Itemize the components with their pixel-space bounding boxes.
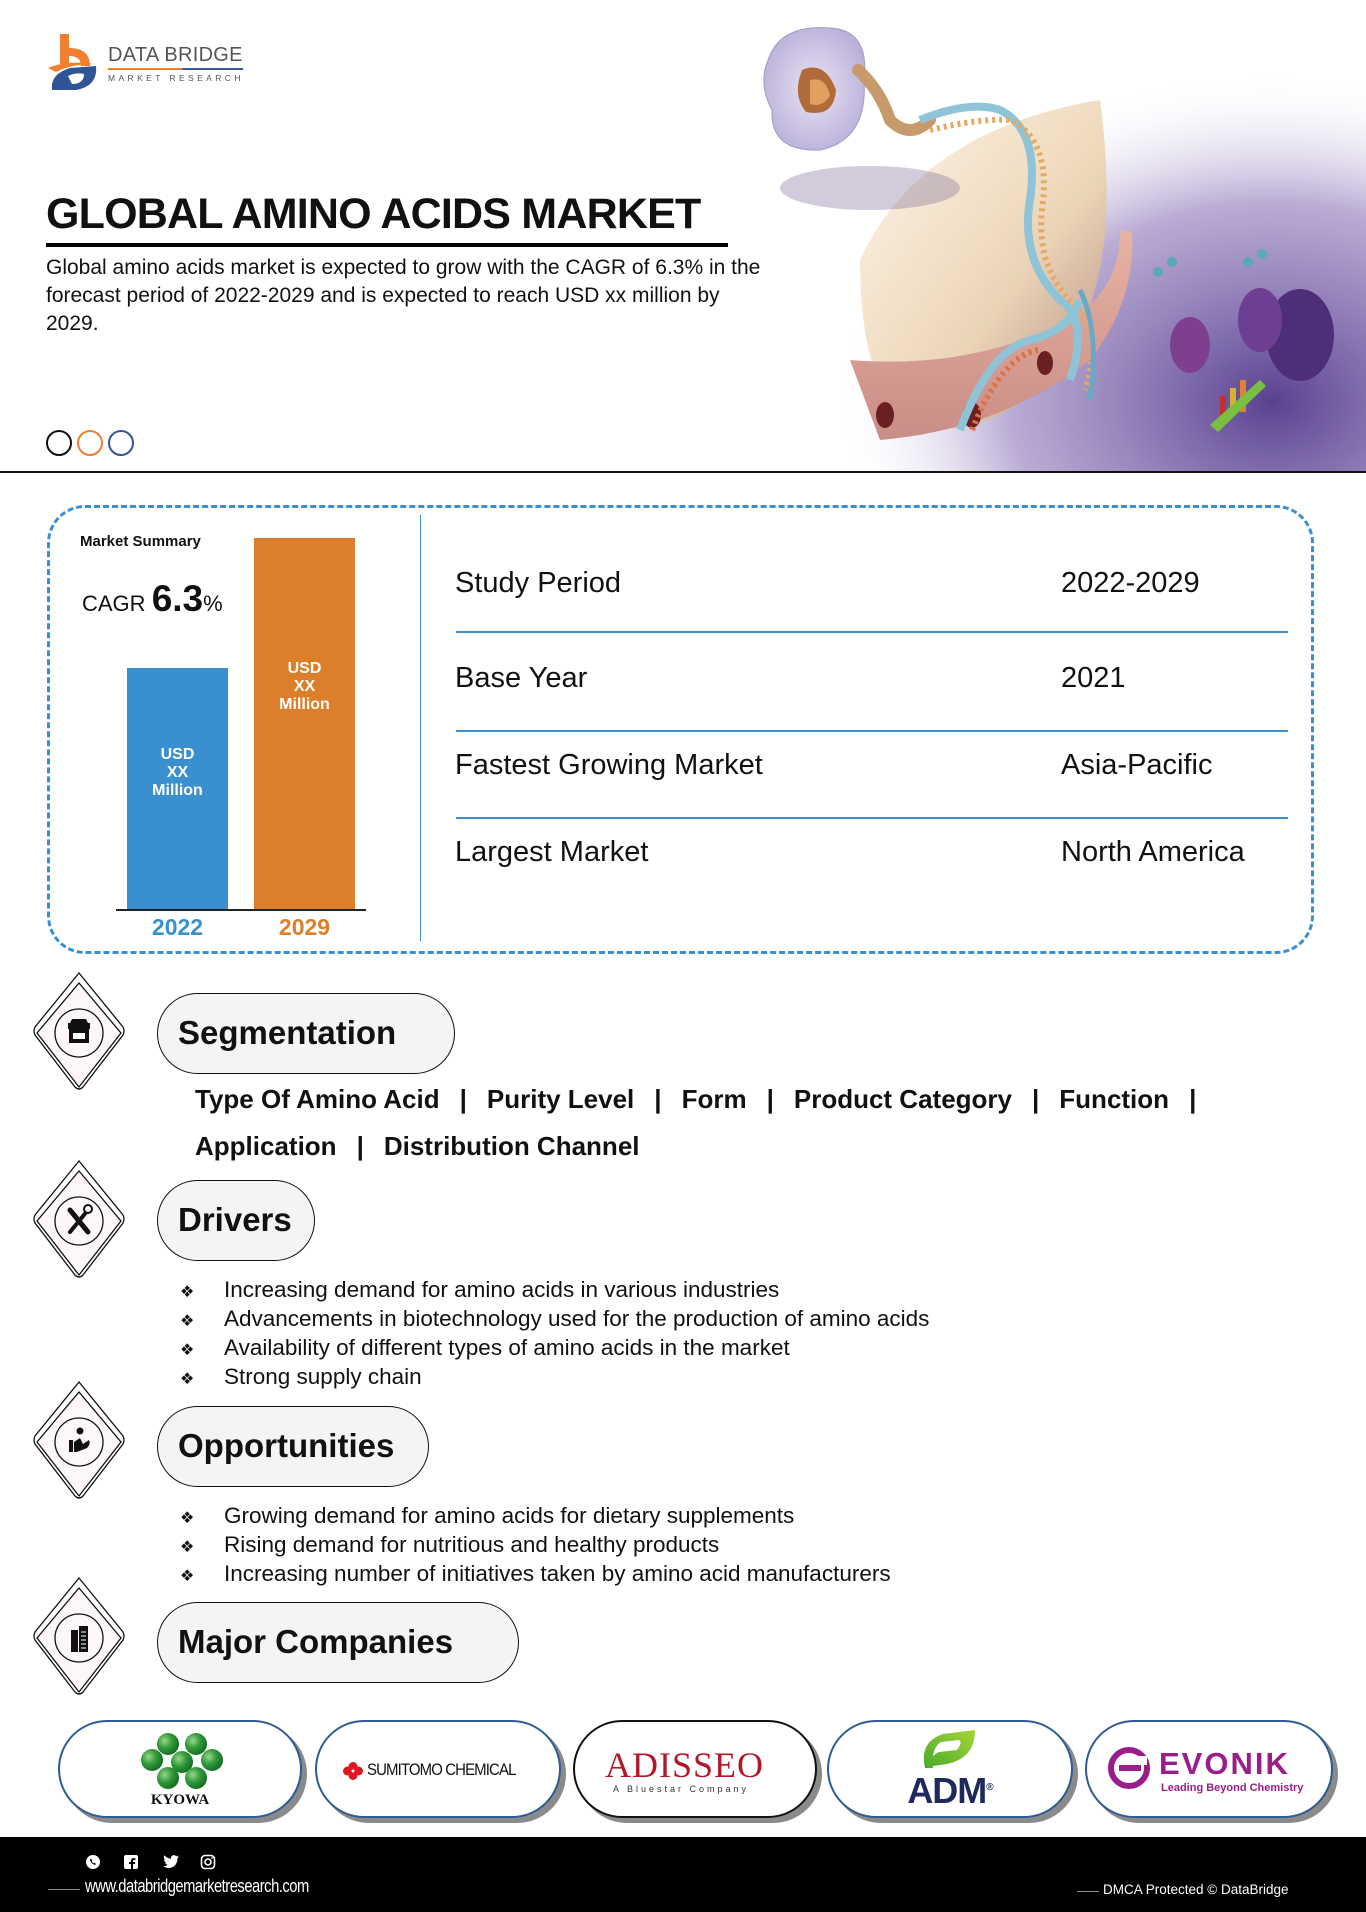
study-period-value: 2022-2029 — [1061, 567, 1200, 599]
segmentation-heading: Segmentation — [157, 993, 455, 1074]
segmentation-badge — [33, 971, 125, 1091]
segment-separator: | — [1189, 1084, 1197, 1114]
opportunities-badge — [33, 1380, 125, 1500]
opportunity-text: Increasing number of initiatives taken by amino acid manufacturers — [224, 1561, 891, 1586]
list-item — [180, 1275, 929, 1304]
bar-2022-label-l2: XX — [166, 764, 189, 781]
circle-orange-icon — [77, 430, 103, 456]
evonik-tagline: Leading Beyond Chemistry — [1161, 1782, 1304, 1794]
segment-separator: | — [654, 1084, 662, 1114]
segment-item: Type Of Amino Acid — [195, 1084, 440, 1114]
fastest-growing-market-label: Fastest Growing Market — [455, 749, 763, 781]
driver-text: Advancements in biotechnology used for the production of amino acids — [224, 1306, 930, 1331]
segment-item: Application — [195, 1131, 337, 1161]
sumitomo-wordmark: SUMITOMO CHEMICAL — [367, 1760, 516, 1779]
website-link[interactable]: www.databridgemarketresearch.com — [85, 1876, 309, 1896]
instagram-icon[interactable] — [200, 1854, 234, 1875]
twitter-icon[interactable] — [162, 1854, 196, 1875]
list-item — [180, 1559, 891, 1588]
list-item — [180, 1333, 929, 1362]
list-item — [180, 1362, 929, 1391]
base-year-value: 2021 — [1061, 662, 1126, 694]
segment-item: Distribution Channel — [383, 1131, 640, 1161]
summary-divider — [420, 515, 421, 941]
drivers-badge — [33, 1159, 125, 1279]
evonik-mark-icon — [1107, 1746, 1151, 1790]
adm-registered-mark: ® — [986, 1782, 993, 1793]
opportunity-text: Growing demand for amino acids for dietary supplements — [224, 1503, 795, 1528]
bullet-diamond-icon: ❖ — [180, 1284, 195, 1301]
drivers-heading: Drivers — [157, 1180, 315, 1261]
page-title: GLOBAL AMINO ACIDS MARKET — [46, 190, 701, 238]
year-label-2029: 2029 — [278, 914, 331, 940]
company-logo-adm[interactable] — [827, 1720, 1073, 1818]
bar-2029-label-l3: Million — [279, 696, 330, 713]
list-item — [180, 1304, 929, 1333]
title-underline — [46, 243, 728, 247]
study-period-label: Study Period — [455, 567, 622, 599]
major-companies-heading: Major Companies — [157, 1602, 519, 1683]
bullet-diamond-icon: ❖ — [180, 1539, 195, 1556]
evonik-wordmark: EVONIK — [1159, 1746, 1290, 1781]
brand-tagline: MARKET RESEARCH — [108, 73, 244, 83]
cagr-value: 6.3 — [151, 578, 204, 619]
bar-2029 — [254, 538, 355, 909]
company-logo-evonik[interactable] — [1085, 1720, 1333, 1818]
company-logo-sumitomo[interactable] — [315, 1720, 561, 1818]
segment-separator: | — [766, 1084, 774, 1114]
list-item — [180, 1501, 891, 1530]
opportunity-text: Rising demand for nutritious and healthy products — [224, 1532, 720, 1557]
fastest-growing-market-value: Asia-Pacific — [1061, 749, 1213, 781]
header-divider — [0, 471, 1366, 473]
sumitomo-mark-icon — [343, 1762, 363, 1780]
storefront-icon — [68, 1019, 90, 1043]
adisseo-subtitle: A Bluestar Company — [613, 1784, 750, 1794]
cagr-label: CAGR — [82, 591, 146, 616]
base-year-label: Base Year — [455, 662, 588, 694]
adm-leaf-icon — [917, 1728, 977, 1770]
dmca-notice: DMCA Protected © DataBridge — [1103, 1882, 1289, 1897]
bullet-diamond-icon: ❖ — [180, 1371, 195, 1388]
segmentation-list-row1 — [195, 1084, 1216, 1115]
bar-2022 — [127, 668, 228, 909]
company-logo-adisseo[interactable] — [573, 1720, 817, 1818]
opportunities-list — [180, 1501, 891, 1588]
market-summary-label: Market Summary — [80, 533, 201, 550]
opportunities-heading: Opportunities — [157, 1406, 429, 1487]
chart-baseline — [116, 909, 366, 911]
largest-market-value: North America — [1061, 836, 1245, 868]
bar-2029-label-l1: USD — [287, 660, 322, 677]
bullet-diamond-icon: ❖ — [180, 1568, 195, 1585]
drivers-list — [180, 1275, 929, 1391]
driver-text: Increasing demand for amino acids in various industries — [224, 1277, 780, 1302]
driver-text: Availability of different types of amino acids in the market — [224, 1335, 790, 1360]
bar-2022-label-l1: USD — [160, 746, 195, 763]
facebook-icon[interactable] — [123, 1854, 157, 1875]
segment-item: Function — [1059, 1084, 1170, 1114]
brand-name: DATA BRIDGE — [108, 44, 243, 70]
segment-separator: | — [459, 1084, 467, 1114]
brand-logo[interactable] — [46, 34, 266, 94]
bullet-diamond-icon: ❖ — [180, 1510, 195, 1527]
kyowa-spheres-icon — [132, 1730, 232, 1792]
circle-black-icon — [46, 430, 72, 456]
kyowa-wordmark: KYOWA — [150, 1792, 210, 1808]
segment-separator: | — [356, 1131, 364, 1161]
cagr-readout — [82, 578, 223, 620]
adm-wordmark — [829, 1770, 1071, 1812]
bar-2022-label-l3: Million — [152, 782, 203, 799]
segment-item: Purity Level — [486, 1084, 635, 1114]
row-divider — [456, 631, 1288, 633]
adisseo-wordmark: ADISSEO — [605, 1745, 765, 1785]
row-divider — [456, 730, 1288, 732]
whatsapp-icon[interactable] — [85, 1854, 119, 1875]
market-description: Global amino acids market is expected to grow with the CAGR of 6.3% in the forecast period of 2022-2029 and is expected to reach USD xx million by 2029. — [46, 256, 761, 335]
cagr-unit: % — [203, 591, 223, 616]
footer-rule-right — [1077, 1891, 1099, 1892]
social-links — [85, 1854, 234, 1875]
row-divider — [456, 817, 1288, 819]
largest-market-label: Largest Market — [455, 836, 649, 868]
bullet-diamond-icon: ❖ — [180, 1313, 195, 1330]
driver-text: Strong supply chain — [224, 1364, 422, 1389]
companies-badge — [33, 1576, 125, 1696]
year-label-2022: 2022 — [151, 914, 204, 940]
adm-name: ADM — [907, 1770, 987, 1811]
segment-separator: | — [1032, 1084, 1040, 1114]
segment-item: Form — [681, 1084, 747, 1114]
footer-rule-left — [48, 1889, 80, 1890]
hero-dna-illustration — [740, 0, 1366, 472]
company-logo-kyowa[interactable] — [58, 1720, 302, 1818]
circle-blue-icon — [108, 430, 134, 456]
segment-item: Product Category — [793, 1084, 1013, 1114]
data-bridge-logo-mark-icon — [46, 34, 102, 94]
segmentation-list-row2 — [195, 1131, 640, 1162]
list-item — [180, 1530, 891, 1559]
bullet-diamond-icon: ❖ — [180, 1342, 195, 1359]
bar-2029-label-l2: XX — [293, 678, 316, 695]
